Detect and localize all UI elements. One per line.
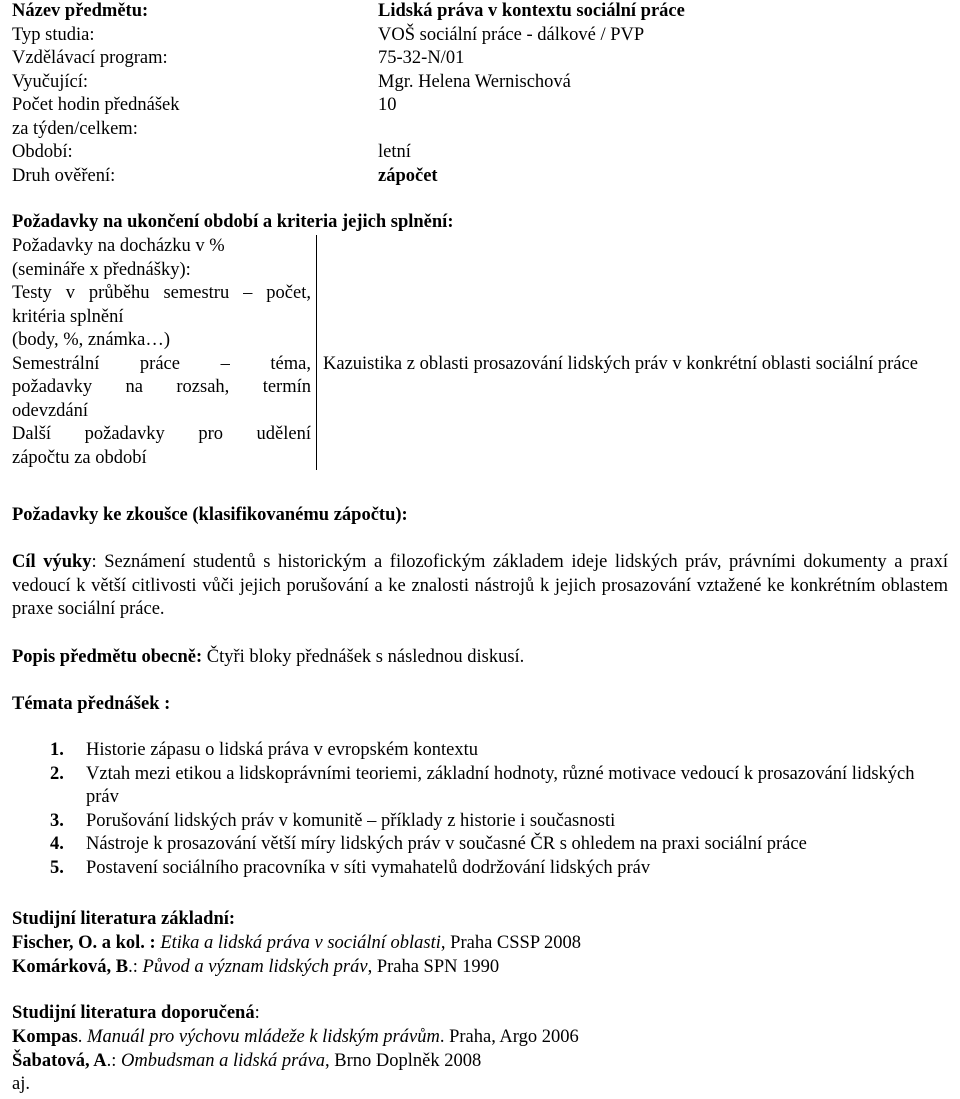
literature-separator: .:: [106, 1050, 121, 1071]
list-item-number: 2.: [50, 763, 64, 784]
requirement-label-line: (semináře x přednášky):: [12, 259, 191, 280]
info-row: [12, 165, 952, 189]
description-text: Čtyři bloky přednášek s následnou diskusí.: [202, 647, 525, 667]
table-row: [7, 423, 948, 470]
requirement-label-line: Další požadavky pro udělení: [12, 424, 311, 444]
literature-recommended-heading-suffix: :: [254, 1003, 260, 1023]
requirement-label: [7, 235, 317, 282]
list-item: [12, 763, 948, 810]
table-row: [7, 282, 948, 353]
table-row: [7, 353, 948, 424]
list-item-text: Nástroje k prosazování větší míry lidských práv v současné ČR s ohledem na praxi sociální práce: [86, 834, 807, 854]
literature-author: Fischer, O. a kol. :: [12, 933, 156, 953]
literature-item: [12, 932, 581, 956]
info-row: [12, 47, 952, 71]
literature-title: Ombudsman a lidská práva: [120, 1050, 325, 1071]
info-key: za týden/celkem:: [12, 118, 138, 139]
course-goal: [12, 551, 948, 622]
course-info: [12, 0, 952, 188]
requirement-label-line: Testy v průběhu semestru – počet,: [12, 283, 311, 303]
requirement-label-line: zápočtu za období: [12, 447, 147, 468]
literature-author: Kompas: [12, 1027, 78, 1047]
list-item-text: Porušování lidských práv v komunitě – příklady z historie i současnosti: [86, 810, 616, 831]
requirement-label: [7, 353, 317, 424]
literature-publisher: , Praha CSSP 2008: [440, 933, 582, 953]
literature-author: Komárková, B: [12, 956, 129, 977]
requirement-label-line: požadavky na rozsah, termín: [12, 377, 311, 397]
literature-recommended-list: [12, 1026, 579, 1097]
literature-title: Původ a význam lidských práv: [142, 956, 368, 977]
literature-item: [12, 1026, 579, 1050]
literature-publisher: , Brno Doplněk 2008: [324, 1050, 482, 1071]
course-description: [12, 646, 524, 670]
list-item: [12, 857, 948, 881]
literature-publisher: , Praha SPN 1990: [367, 956, 500, 977]
literature-separator: .: [77, 1027, 88, 1047]
literature-item: [12, 956, 581, 980]
requirement-label-line: (body, %, známka…): [12, 330, 171, 350]
literature-recommended-heading: Studijní literatura doporučená: [12, 1003, 255, 1023]
requirement-value: Kazuistika z oblasti prosazování lidských práv v konkrétní oblasti sociální práce: [323, 353, 918, 374]
requirement-value: [317, 423, 949, 470]
literature-author: Šabatová, A: [12, 1050, 107, 1071]
literature-title: Etika a lidská práva v sociální oblasti: [155, 933, 441, 953]
topics-heading: Témata přednášek :: [12, 694, 171, 714]
literature-basic-heading: Studijní literatura základní:: [12, 909, 236, 929]
info-value: letní: [378, 142, 411, 162]
goal-label: Cíl výuky: [12, 552, 92, 572]
literature-basic-list: [12, 932, 581, 979]
requirement-label: [7, 282, 317, 353]
requirement-label-line: odevzdání: [12, 400, 89, 421]
info-key: Název předmětu:: [12, 1, 149, 21]
info-key: Vyučující:: [12, 71, 89, 92]
info-row: [12, 0, 952, 24]
info-row: [12, 118, 952, 142]
list-item-text: Postavení sociálního pracovníka v síti vymahatelů dodržování lidských práv: [86, 857, 651, 878]
list-item-number: 4.: [50, 834, 64, 854]
info-key: Vzdělávací program:: [12, 48, 168, 68]
info-value: 10: [378, 95, 397, 115]
literature-trailer: aj.: [12, 1074, 30, 1094]
info-key: Druh ověření:: [12, 165, 116, 186]
info-value: 75-32-N/01: [378, 48, 465, 68]
requirements-heading: Požadavky na ukončení období a kriteria jejich splnění:: [12, 212, 454, 232]
literature-recommended-heading-block: [12, 1002, 260, 1026]
requirement-label-line: kritéria splnění: [12, 306, 124, 327]
literature-publisher: . Praha, Argo 2006: [439, 1027, 579, 1047]
requirements-table: [7, 235, 948, 470]
list-item: [12, 833, 948, 857]
literature-title: Manuál pro výchovu mládeže k lidským právům: [87, 1027, 440, 1047]
info-value: Lidská práva v kontextu sociální práce: [378, 1, 685, 21]
description-label: Popis předmětu obecně:: [12, 647, 203, 667]
info-value: zápočet: [378, 165, 438, 186]
list-item: [12, 810, 948, 834]
info-row: [12, 94, 952, 118]
exam-heading: Požadavky ke zkoušce (klasifikovanému zápočtu):: [12, 505, 408, 525]
info-key: Počet hodin přednášek: [12, 95, 180, 115]
list-item-number: 1.: [50, 740, 64, 760]
requirement-label-line: Semestrální práce – téma,: [12, 353, 311, 374]
list-item-number: 5.: [50, 857, 64, 878]
info-value: Mgr. Helena Wernischová: [378, 71, 571, 92]
literature-item: [12, 1050, 579, 1074]
goal-text: : Seznámení studentů s historickým a filozofickým základem ideje lidských práv, právními dokumenty a praxí vedoucí k větší citlivosti vůči jejich porušování a ke znalosti nástrojů k jejich prosazování vztažené ke konkrétním oblastem praxe sociální práce.: [12, 552, 949, 619]
list-item-text: Historie zápasu o lidská práva v evropském kontextu: [86, 740, 478, 760]
requirement-label-line: Požadavky na docházku v %: [12, 236, 225, 256]
requirement-value: [317, 235, 949, 282]
table-row: [7, 235, 948, 282]
list-item-number: 3.: [50, 810, 64, 831]
info-row: [12, 24, 952, 48]
info-key: Typ studia:: [12, 24, 95, 45]
info-value: VOŠ sociální práce - dálkové / PVP: [378, 24, 645, 45]
requirement-label: [7, 423, 317, 470]
list-item-text: Vztah mezi etikou a lidskoprávními teoriemi, základní hodnoty, různé motivace vedoucí k prosazování lidských práv: [86, 763, 915, 807]
list-item: [12, 739, 948, 763]
info-row: [12, 141, 952, 165]
info-key: Období:: [12, 142, 73, 162]
literature-separator: .:: [128, 956, 143, 977]
topics-list: [12, 739, 948, 880]
info-row: [12, 71, 952, 95]
requirement-value: [317, 282, 949, 353]
